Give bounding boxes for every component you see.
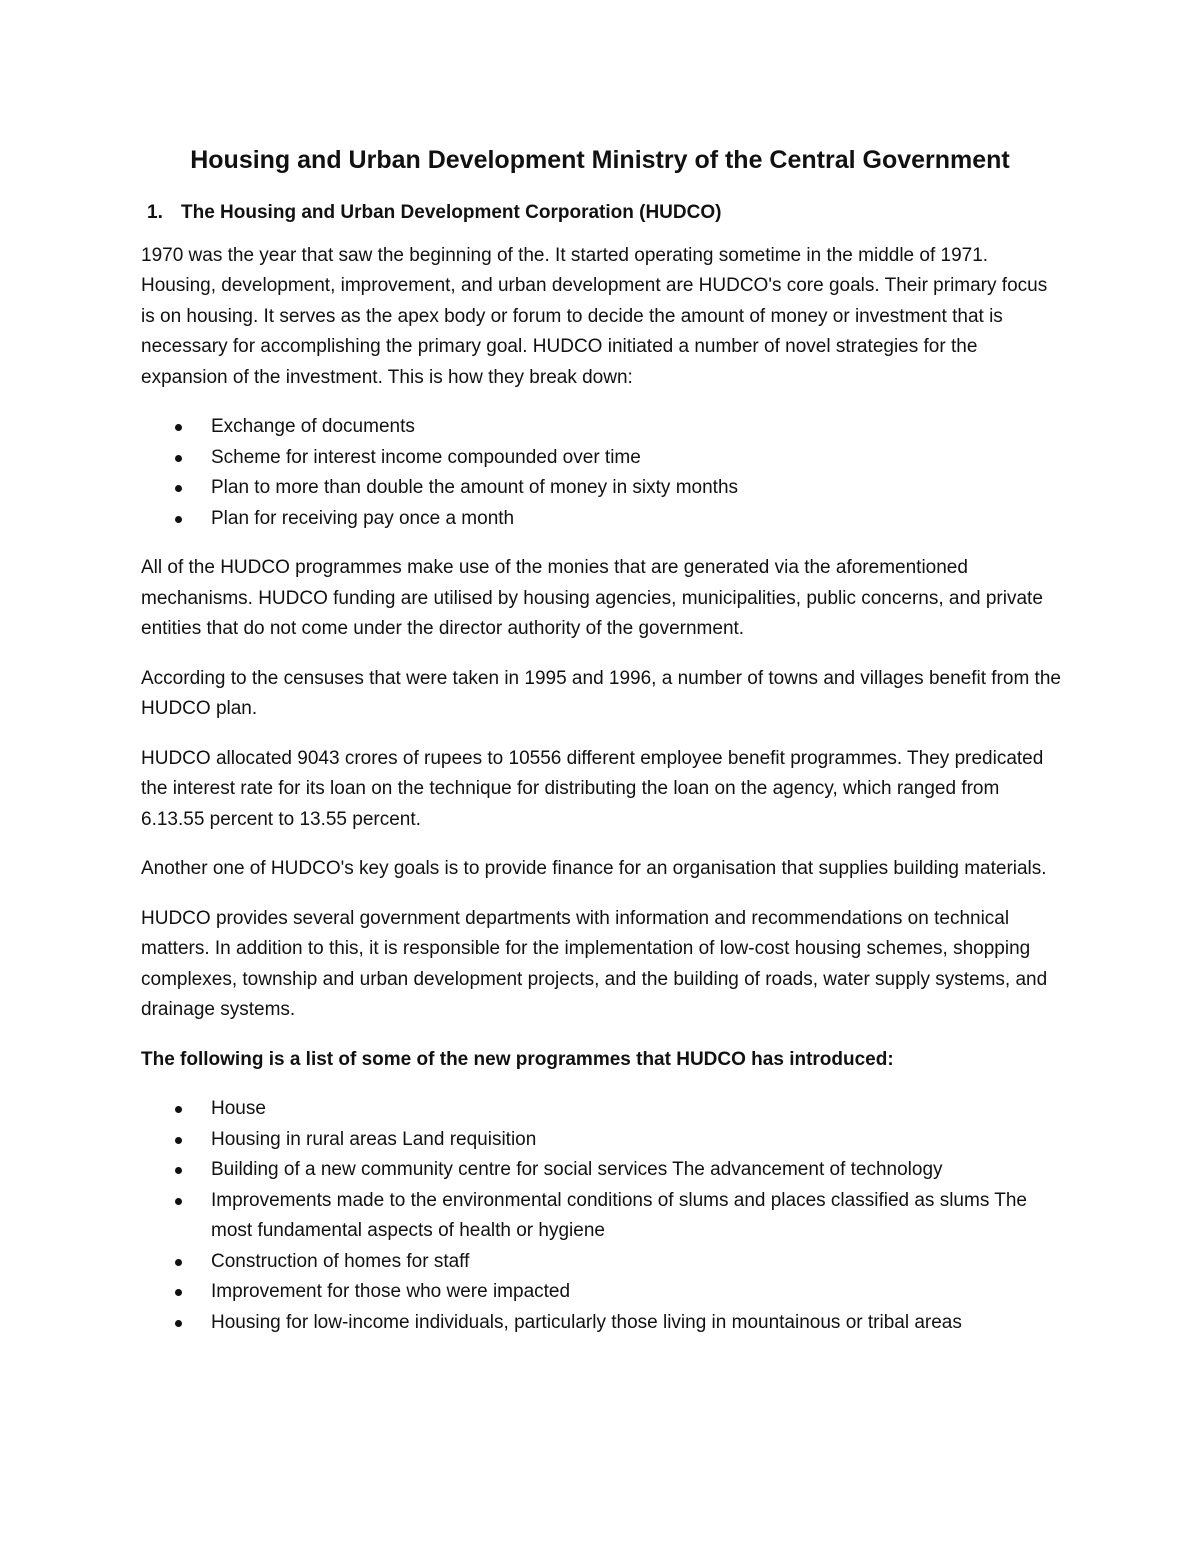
paragraph-goals: Another one of HUDCO's key goals is to provide finance for an organisation that supplies building materials. <box>141 858 1047 879</box>
section-heading-text: The Housing and Urban Development Corporation (HUDCO) <box>181 202 722 223</box>
section-heading <box>141 198 1066 229</box>
bullet-icon <box>175 1289 182 1296</box>
section-number: 1. <box>147 202 163 223</box>
list-item <box>141 504 1066 535</box>
bullet-icon <box>175 485 182 492</box>
list-item <box>141 1155 1066 1186</box>
strategies-list <box>141 412 1066 534</box>
list-item <box>141 1308 1066 1339</box>
bullet-icon <box>175 1320 182 1327</box>
list-item-text: Construction of homes for staff <box>211 1250 470 1272</box>
paragraph-allocation: HUDCO allocated 9043 crores of rupees to 10556 different employee benefit programmes. They predicated the interest rate for its loan on the technique for distributing the loan on the agency, which ranged from 6.13.55 percent to 13.55 percent. <box>141 747 1044 830</box>
paragraph-funding: All of the HUDCO programmes make use of the monies that are generated via the aforementioned mechanisms. HUDCO funding are utilised by housing agencies, municipalities, public concerns, and private entities that do not come under the director authority of the government. <box>141 557 1043 639</box>
bullet-icon <box>175 1137 182 1144</box>
programmes-list <box>141 1094 1066 1338</box>
list-item <box>141 412 1066 443</box>
document-title: Housing and Urban Development Ministry of the Central Government <box>190 146 1010 174</box>
paragraph-censuses: According to the censuses that were taken in 1995 and 1996, a number of towns and villages benefit from the HUDCO plan. <box>141 667 1061 719</box>
bullet-icon <box>175 1198 182 1205</box>
list-item-text: Improvement for those who were impacted <box>211 1281 571 1302</box>
list-item-text: Scheme for interest income compounded over time <box>211 446 641 468</box>
list-item-text: Plan for receiving pay once a month <box>211 507 515 529</box>
list-item <box>141 473 1066 504</box>
bullet-icon <box>175 424 182 431</box>
bullet-icon <box>175 1167 182 1174</box>
list-item <box>141 1247 1066 1278</box>
list-item-text: Housing for low-income individuals, particularly those living in mountainous or tribal areas <box>211 1311 962 1333</box>
list-item <box>141 1186 1066 1247</box>
bullet-icon <box>175 1106 182 1113</box>
list-item-text: Exchange of documents <box>211 416 415 437</box>
list-item <box>141 1094 1066 1125</box>
list-item-text: Housing in rural areas Land requisition <box>211 1128 537 1150</box>
list-item-text: Plan to more than double the amount of money in sixty months <box>211 477 739 498</box>
paragraph-history: 1970 was the year that saw the beginning of the. It started operating sometime in the middle of 1971. Housing, development, improvement, and urban development are HUDCO's core goals. Their primary focus is on housing. It serves as the apex body or forum to decide the amount of money or investment that is necessary for accomplishing the primary goal. HUDCO initiated a number of novel strategies for the expansion of the investment. This is how they break down: <box>141 244 1048 388</box>
list-item <box>141 443 1066 474</box>
bullet-icon <box>175 1259 182 1266</box>
document-body <box>141 198 1066 1357</box>
list-item-text: Building of a new community centre for social services The advancement of technology <box>211 1159 943 1180</box>
bullet-icon <box>175 455 182 462</box>
list-item-text: House <box>211 1098 266 1119</box>
bullet-icon <box>175 516 182 523</box>
list-item-text: Improvements made to the environmental conditions of slums and places classified as slums The most fundamental aspects of health or hygiene <box>211 1189 1027 1241</box>
list-item <box>141 1277 1066 1308</box>
list-item <box>141 1125 1066 1156</box>
paragraph-technical: HUDCO provides several government departments with information and recommendations on technical matters. In addition to this, it is responsible for the implementation of low-cost housing schemes, shopping complexes, township and urban development projects, and the building of roads, water supply systems, and drainage systems. <box>141 907 1048 1020</box>
programmes-intro: The following is a list of some of the new programmes that HUDCO has introduced: <box>141 1048 894 1070</box>
